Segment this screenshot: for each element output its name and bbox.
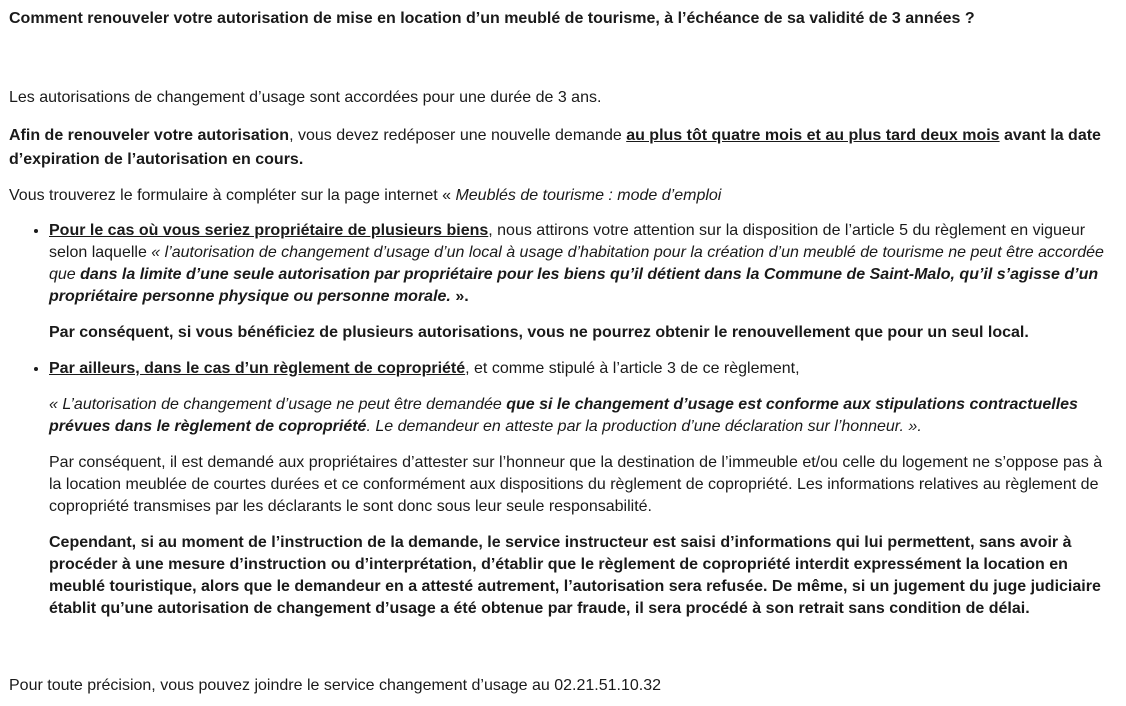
conditions-list bbox=[9, 220, 1116, 620]
renewal-tail: avant la date d’expiration de l’autorisation en cours. bbox=[9, 127, 1101, 168]
bullet-2-quote-emphasis: que si le changement d’usage est conforme aux stipulations contractuelles prévues dans le règlement de copropriété bbox=[49, 396, 1078, 435]
contact-paragraph: Pour toute précision, vous pouvez joindre le service changement d’usage au 02.21.51.10.32 bbox=[9, 677, 661, 694]
bullet-1-quote: « l’autorisation de changement d’usage d’un local à usage d’habitation pour la création d’un meublé de tourisme ne peut être accordée que bbox=[49, 244, 1104, 283]
bullet-1-quote-end: ». bbox=[450, 288, 469, 305]
list-item-multiple-properties bbox=[49, 220, 1116, 344]
renewal-text: , vous devez redéposer une nouvelle demande bbox=[289, 127, 627, 144]
renewal-deadline: au plus tôt quatre mois et au plus tard deux mois bbox=[626, 127, 1000, 144]
question-heading: Comment renouveler votre autorisation de mise en location d’un meublé de tourisme, à l’échéance de sa validité de 3 années ? bbox=[9, 10, 975, 27]
list-item-co-ownership bbox=[49, 358, 1116, 620]
bullet-1-paragraph bbox=[49, 220, 1116, 308]
bullet-2-quote-end: . Le demandeur en atteste par la production d’une déclaration sur l’honneur. ». bbox=[366, 418, 922, 435]
bullet-2-warning: Cependant, si au moment de l’instruction de la demande, le service instructeur est saisi d’informations qui lui permettent, sans avoir à procéder à une mesure d’instruction ou d’interprétation, d’établir que le règlement de copropriété interdit expressément la location en meublé touristique, alors que le demandeur en a attesté autrement, l’autorisation sera refusée. De même, si un jugement du juge judiciaire établit qu’une autorisation de changement d’usage a été obtenue par fraude, il sera procédé à son retrait sans condition de délai. bbox=[49, 534, 1101, 617]
bullet-2-explanation: Par conséquent, il est demandé aux propriétaires d’attester sur l’honneur que la destination de l’immeuble et/ou celle du logement ne s’oppose pas à la location meublée de courtes durées et ce conformément aux dispositions du règlement de copropriété. Les informations relatives au règlement de copropriété transmises par les déclarants le sont donc sous leur seule responsabilité. bbox=[49, 454, 1103, 515]
form-text: Vous trouverez le formulaire à compléter sur la page internet « bbox=[9, 187, 456, 204]
bullet-1-consequence: Par conséquent, si vous bénéficiez de plusieurs autorisations, vous ne pourrez obtenir le renouvellement que pour un seul local. bbox=[49, 324, 1029, 341]
renewal-paragraph bbox=[9, 124, 1116, 172]
bullet-2-quote-start: « L’autorisation de changement d’usage ne peut être demandée bbox=[49, 396, 507, 413]
bullet-2-paragraph bbox=[49, 358, 1116, 380]
renewal-lead: Afin de renouveler votre autorisation bbox=[9, 127, 290, 144]
bullet-1-text: , nous attirons votre attention sur la disposition de l’article 5 du règlement en vigueur selon laquelle bbox=[49, 222, 1086, 261]
bullet-2-quote bbox=[49, 394, 1116, 438]
bullet-2-lead: Par ailleurs, dans le cas d’un règlement de copropriété bbox=[49, 360, 466, 377]
bullet-1-quote-emphasis: dans la limite d’une seule autorisation par propriétaire pour les biens qu’il détient dans la Commune de Saint-Malo, qu’il s’agisse d’un propriétaire personne physique ou personne morale. bbox=[49, 266, 1099, 305]
bullet-2-text: , et comme stipulé à l’article 3 de ce règlement, bbox=[465, 360, 800, 377]
intro-paragraph: Les autorisations de changement d’usage sont accordées pour une durée de 3 ans. bbox=[9, 89, 602, 106]
form-page-name: Meublés de tourisme : mode d’emploi bbox=[455, 187, 722, 204]
form-paragraph bbox=[9, 185, 1116, 207]
bullet-1-lead: Pour le cas où vous seriez propriétaire de plusieurs biens bbox=[49, 222, 489, 239]
